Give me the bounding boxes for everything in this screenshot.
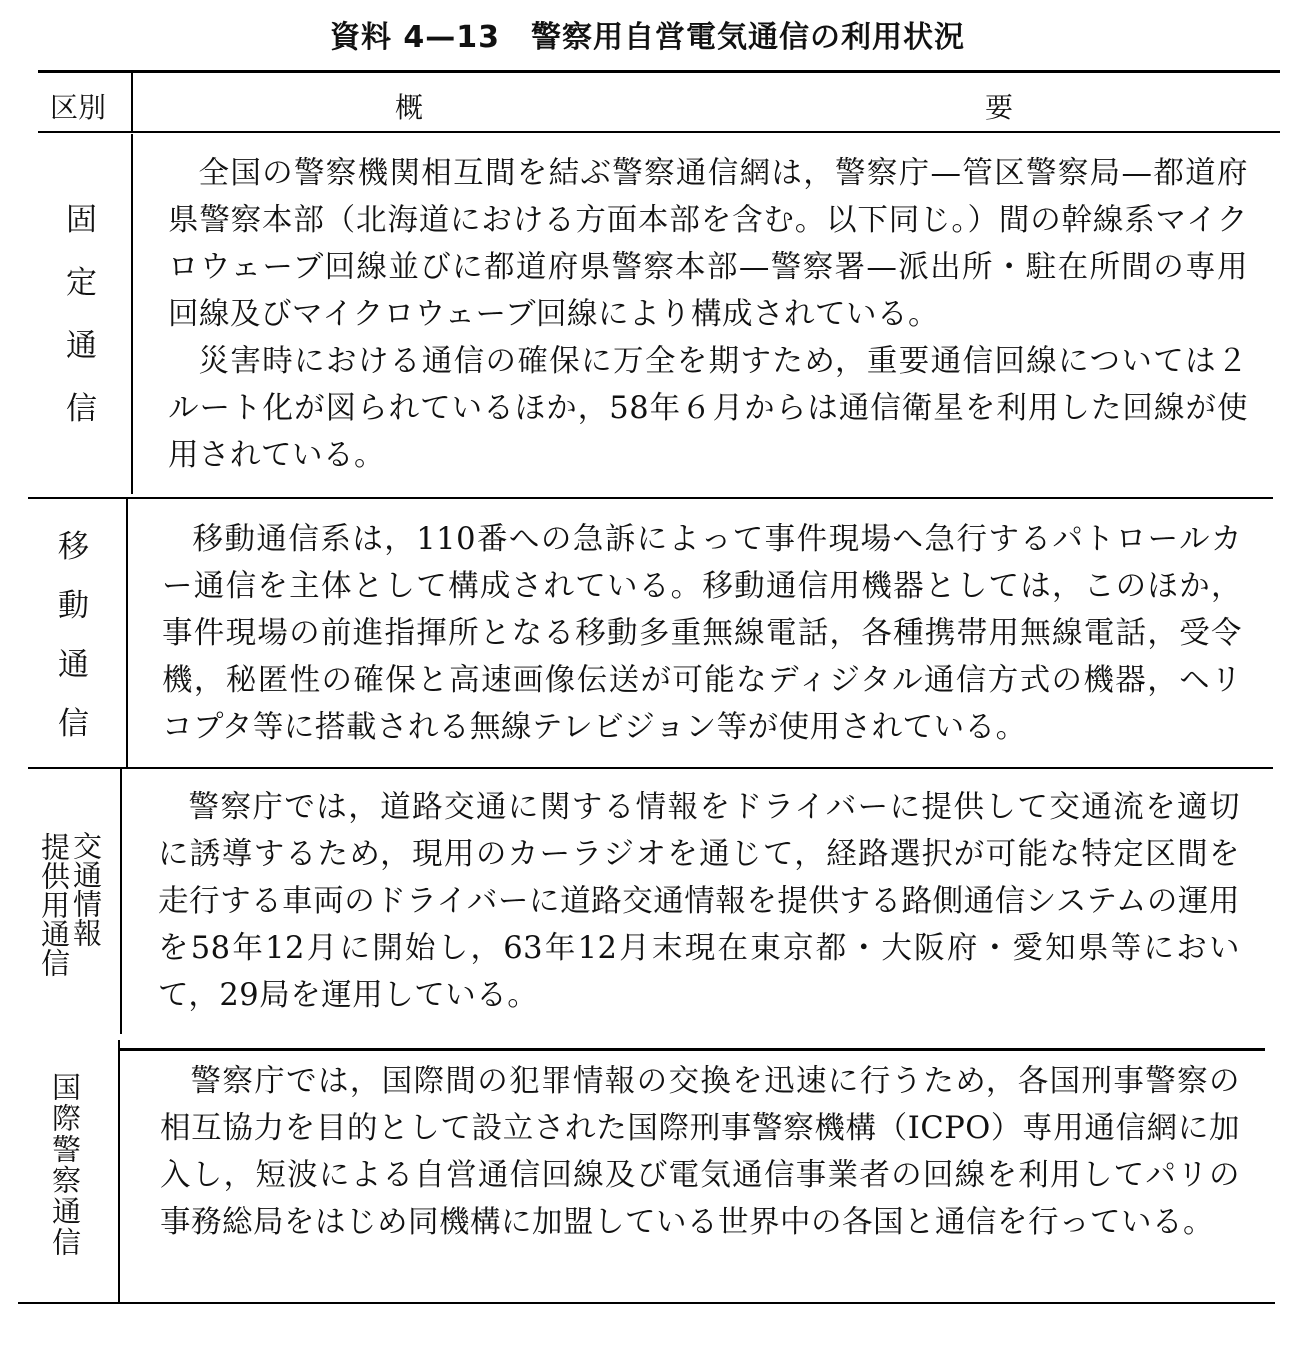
row-body-traffic (158, 784, 1240, 1019)
column-divider (126, 499, 128, 767)
label-column: 交通情報 (69, 830, 103, 947)
paragraph: 警察庁では，道路交通に関する情報をドライバーに提供して交通流を適切に誘導するため，現用のカーラジオを通じて，経路選択が可能な特定区間を走行する車両のドライバーに道路交通情報を提供する路側通信システムの運用を58年12月に開始し，63年12月末現在東京都・大阪府・愛知県等において，29局を運用している。 (158, 790, 1240, 1013)
row-body-international (160, 1058, 1240, 1246)
paragraph: 警察庁では，国際間の犯罪情報の交換を迅速に行うため，各国刑事警察の相互協力を目的として設立された国際刑事警察機構（ICPO）専用通信網に加入し，短波による自営通信回線及び電気通信事業者の回線を利用してパリの事務総局をはじめ同機構に加盟している世界中の各国と通信を行っている。 (160, 1064, 1240, 1240)
row-label-traffic (37, 800, 103, 977)
header-summary-b: 要 (985, 91, 1014, 124)
paragraph: 全国の警察機関相互間を結ぶ警察通信網は，警察庁—管区警察局—都道府県警察本部（北海道における方面本部を含む。以下同じ。）間の幹線系マイクロウェーブ回線並びに都道府県警察本部—警察署—派出所・駐在所間の専用回線及びマイクロウェーブ回線により構成されている。 (168, 156, 1248, 332)
paragraph: 災害時における通信の確保に万全を期すため，重要通信回線については２ルート化が図られているほか，58年６月からは通信衛星を利用した回線が使用されている。 (168, 344, 1248, 473)
row-body-fixed (168, 150, 1248, 479)
row-divider (28, 767, 1273, 769)
table-top-rule (38, 70, 1280, 73)
column-divider (131, 134, 133, 494)
column-divider (131, 70, 133, 132)
table-bottom-rule (18, 1302, 1275, 1304)
column-divider (120, 769, 122, 1034)
row-divider (120, 1048, 1265, 1051)
row-body-mobile (162, 516, 1242, 751)
page-title: 資料 4—13 警察用自営電気通信の利用状況 (329, 20, 966, 55)
header-bottom-rule (38, 131, 1280, 133)
header-category: 区別 (50, 91, 107, 124)
row-divider (28, 497, 1273, 499)
column-divider (118, 1040, 120, 1302)
row-label-mobile: 移 動 通 信 (58, 529, 89, 742)
header-summary-a: 概 (395, 91, 424, 124)
row-label-international: 国際警察通信 (48, 1072, 82, 1258)
row-label-fixed: 固 定 通 信 (66, 202, 97, 427)
paragraph: 移動通信系は，110番への急訴によって事件現場へ急行するパトロールカー通信を主体として構成されている。移動通信用機器としては，このほか，事件現場の前進指揮所となる移動多重無線電話，各種携帯用無線電話，受令機，秘匿性の確保と高速画像伝送が可能なディジタル通信方式の機器，ヘリコプタ等に搭載される無線テレビジョン等が使用されている。 (162, 522, 1242, 745)
label-column: 提供用通信 (37, 832, 71, 977)
